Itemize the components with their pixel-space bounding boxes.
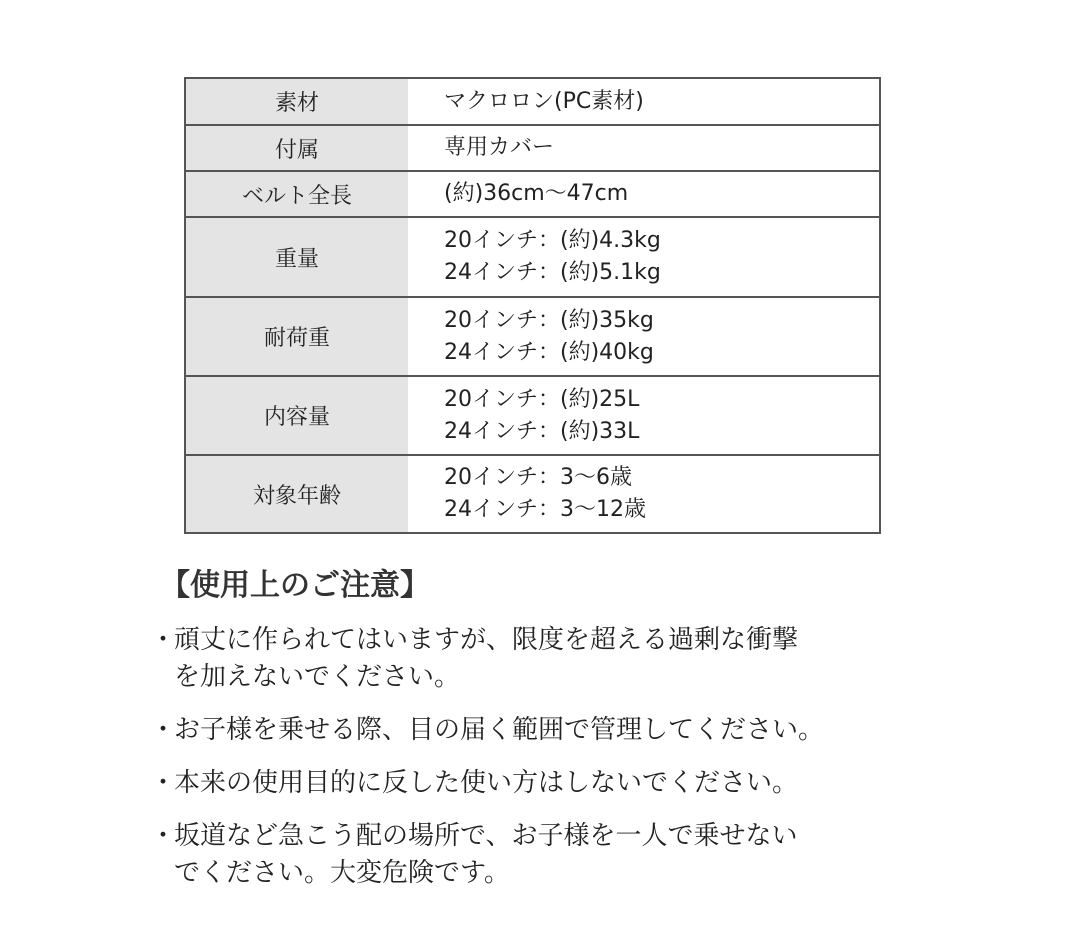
spec-row (185, 171, 880, 217)
spec-row (185, 376, 880, 455)
notice-title: 【使用上のご注意】 (160, 568, 430, 603)
notice-item (150, 818, 824, 892)
spec-row (185, 455, 880, 533)
spec-value (408, 297, 880, 376)
notice-item (150, 622, 824, 696)
spec-row (185, 125, 880, 171)
notice-text: 本来の使用目的に反した使い方はしないでください。 (174, 768, 799, 798)
spec-value (408, 376, 880, 455)
spec-value (408, 78, 880, 125)
bullet-icon: ・ (150, 768, 177, 798)
notice-text: お子様を乗せる際、目の届く範囲で管理してください。 (174, 715, 825, 745)
spec-value-line: マクロロン(PC素材) (444, 88, 644, 114)
notice-item (150, 765, 824, 802)
notice-text: 坂道など急こう配の場所で、お子様を一人で乗せない (174, 821, 798, 851)
notice-text: でください。大変危険です。 (174, 858, 510, 888)
spec-label: 耐荷重 (185, 297, 408, 376)
spec-value (408, 217, 880, 297)
notice-list (150, 622, 824, 908)
spec-value-line: 専用カバー (444, 135, 555, 160)
spec-label: 対象年齢 (185, 455, 408, 533)
spec-row (185, 217, 880, 297)
spec-value-line: 24インチ：(約)5.1kg (444, 260, 661, 285)
notice-text: を加えないでください。 (174, 662, 461, 692)
spec-value-line: 20インチ：(約)25L (444, 386, 640, 412)
spec-value (408, 171, 880, 217)
spec-label: 重量 (185, 217, 408, 297)
spec-value-line: 20インチ：(約)4.3kg (444, 228, 661, 253)
spec-value (408, 455, 880, 533)
bullet-icon: ・ (150, 821, 177, 851)
spec-table (184, 77, 881, 534)
spec-label: 内容量 (185, 376, 408, 455)
spec-value (408, 125, 880, 171)
spec-value-line: 24インチ：(約)40kg (444, 339, 654, 365)
spec-label: 素材 (185, 78, 408, 125)
spec-value-line: 20インチ：3〜6歳 (444, 465, 632, 490)
spec-row (185, 297, 880, 376)
bullet-icon: ・ (150, 625, 177, 655)
spec-row (185, 78, 880, 125)
spec-label: ベルト全長 (185, 171, 408, 217)
bullet-icon: ・ (150, 715, 177, 745)
spec-value-line: 20インチ：(約)35kg (444, 307, 654, 333)
notice-item (150, 712, 824, 749)
notice-text: 頑丈に作られてはいますが、限度を超える過剰な衝撃 (174, 625, 799, 655)
spec-label: 付属 (185, 125, 408, 171)
spec-value-line: 24インチ：(約)33L (444, 418, 640, 444)
spec-value-line: (約)36cm〜47cm (444, 181, 629, 206)
spec-value-line: 24インチ：3〜12歳 (444, 497, 646, 522)
